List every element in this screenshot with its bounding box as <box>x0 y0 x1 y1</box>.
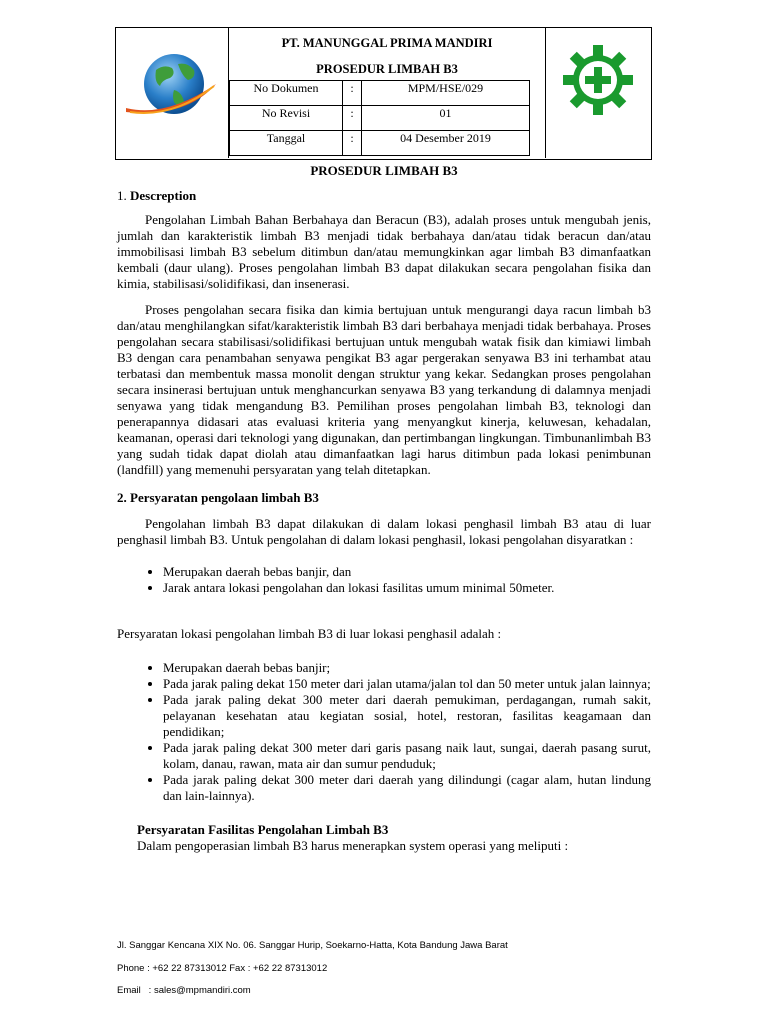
list-item: • Merupakan daerah bebas banjir; <box>163 660 651 676</box>
meta-value: MPM/HSE/029 <box>362 81 530 106</box>
list-item: • Merupakan daerah bebas banjir, dan <box>163 564 651 580</box>
footer-phone: Phone : +62 22 87313012 Fax : +62 22 87313012 <box>117 963 328 974</box>
doc-meta-table <box>229 80 530 156</box>
footer-address: Jl. Sanggar Kencana XIX No. 06. Sanggar Hurip, Soekarno-Hatta, Kota Bandung Jawa Barat <box>117 940 508 951</box>
list-item: • Jarak antara lokasi pengolahan dan lokasi fasilitas umum minimal 50meter. <box>163 580 651 596</box>
list-item: • Pada jarak paling dekat 300 meter dari daerah pemukiman, perdagangan, rumah sakit, pelayanan kesehatan atau kegiatan sosial, hotel, restoran, fasilitas keagamaan dan pendidikan; <box>163 692 651 740</box>
section-1-title: Descreption <box>130 188 197 203</box>
header-doc-title: PROSEDUR LIMBAH B3 <box>316 62 458 76</box>
list-item: • Pada jarak paling dekat 150 meter dari jalan utama/jalan tol dan 50 meter untuk jalan lainnya; <box>163 676 651 692</box>
footer-email: Email : sales@mpmandiri.com <box>117 985 251 996</box>
section-1-heading <box>117 188 651 204</box>
meta-key: No Revisi <box>230 106 343 131</box>
company-logo-cell <box>116 28 229 158</box>
section-2-heading: 2. Persyaratan pengolaan limbah B3 <box>117 490 319 505</box>
document-header <box>115 27 652 160</box>
document-title: PROSEDUR LIMBAH B3 <box>310 163 458 178</box>
paragraph-outside-requirements: Persyaratan lokasi pengolahan limbah B3 di luar lokasi penghasil adalah : <box>117 626 502 641</box>
requirements-list-inside <box>117 564 651 596</box>
green-gear-cross-icon <box>546 28 650 156</box>
facility-requirements-heading: Persyaratan Fasilitas Pengolahan Limbah B3 <box>137 822 389 837</box>
list-item: • Pada jarak paling dekat 300 meter dari garis pasang naik laut, sungai, daerah pasang surut, kolam, danau, rawan, mata air dan sumur penduduk; <box>163 740 651 772</box>
meta-key: Tanggal <box>230 131 343 156</box>
meta-row <box>230 131 530 156</box>
meta-value: 01 <box>362 106 530 131</box>
paragraph-description-1: Pengolahan Limbah Bahan Berbahaya dan Beracun (B3), adalah proses untuk mengubah jenis, jumlah dan karakteristik limbah B3 menjadi tidak berbahaya dan/atau tidak beracun dan/atau immobilisasi limbah B3 sebelum ditimbun dan/atau memungkinkan agar limbah B3 dimanfaatkan kembali (daur ulang). Proses pengolahan limbah B3 dapat dilakukan secara pengolahan fisika dan kimia, stabilisasi/solidifikasi, dan insenerasi. <box>117 212 651 291</box>
meta-row <box>230 106 530 131</box>
paragraph-requirements: Pengolahan limbah B3 dapat dilakukan di dalam lokasi penghasil limbah B3 atau di luar penghasil limbah B3. Untuk pengolahan di dalam lokasi penghasil, lokasi pengolahan disyaratkan : <box>117 516 651 547</box>
section-1-number: 1. <box>117 188 127 203</box>
header-center <box>229 28 545 158</box>
requirements-list-outside <box>117 660 651 804</box>
paragraph-description-2: Proses pengolahan secara fisika dan kimia bertujuan untuk mengurangi daya racun limbah b3 dan/atau menghilangkan sifat/karakteristik limbah B3 dari berbahaya menjadi tidak berbahaya. Proses pengolahan secara stabilisasi/solidifikasi bertujuan untuk mengubah watak fisik dan kimiawi limbah B3 dengan cara penambahan senyawa pengikat B3 agar pergerakan senyawa B3 ini terhambat atau terbatasi dan membentuk massa monolit dengan struktur yang kekar. Sedangkan proses pengolahan secara insinerasi bertujuan untuk menghancurkan senyawa B3 yang terkandung di dalamnya menjadi senyawa yang tidak mengandung B3. Pemilihan proses pengolahan limbah B3, teknologi dan penerapannya didasari atas evaluasi kriteria yang menyangkut kinerja, keluwesan, kehadalan, keamanan, operasi dari teknologi yang digunakan, dan pertimbangan lingkungan. Timbunanlimbah B3 yang sudah tidak dapat diolah atau dimanfaatkan lagi harus ditimbun pada lokasi penimbunan (landfill) yang memenuhi persyaratan yang telah ditetapkan. <box>117 302 651 477</box>
meta-sep: : <box>343 131 362 156</box>
meta-key: No Dokumen <box>230 81 343 106</box>
meta-row <box>230 81 530 106</box>
meta-sep: : <box>343 81 362 106</box>
safety-logo-cell <box>545 28 651 158</box>
globe-swoosh-icon <box>116 28 228 156</box>
company-name: PT. MANUNGGAL PRIMA MANDIRI <box>281 36 493 50</box>
meta-value: 04 Desember 2019 <box>362 131 530 156</box>
meta-sep: : <box>343 106 362 131</box>
facility-requirements-text: Dalam pengoperasian limbah B3 harus menerapkan system operasi yang meliputi : <box>137 838 569 853</box>
list-item: • Pada jarak paling dekat 300 meter dari daerah yang dilindungi (cagar alam, hutan lindung dan lain-lainnya). <box>163 772 651 804</box>
document-body <box>117 160 651 854</box>
